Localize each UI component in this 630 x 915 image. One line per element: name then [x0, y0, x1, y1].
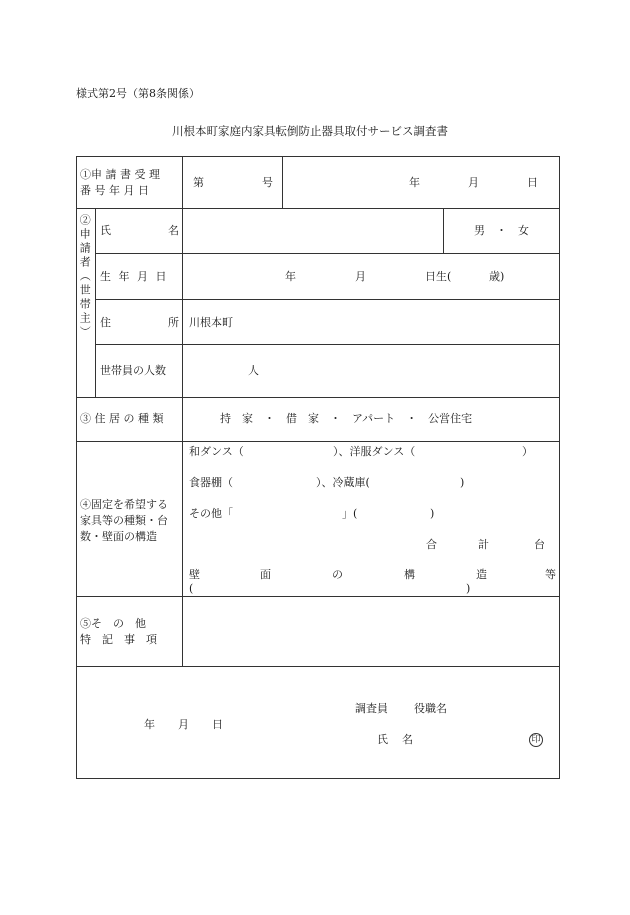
rule-furniture	[76, 596, 560, 597]
wall-3: の	[332, 568, 343, 581]
sex-options: 男 ・ 女	[474, 224, 529, 237]
furniture-label-2: 家具等の種類・台	[80, 514, 168, 527]
rule-name	[95, 253, 560, 254]
rule-applicant-col	[95, 208, 96, 397]
form-number: 様式第2号（第8条関係）	[76, 87, 200, 100]
household-label: 世帯員の人数	[100, 364, 166, 377]
cupboard-open: 食器棚（	[189, 476, 233, 489]
furniture-label-1: ④固定を希望する	[80, 498, 168, 511]
receipt-year: 年	[409, 176, 420, 189]
total-2: 計	[478, 538, 489, 551]
other-mid: 」(	[342, 507, 358, 520]
footer-day: 日	[212, 718, 223, 731]
total-1: 合	[426, 538, 437, 551]
wall-2: 面	[260, 568, 271, 581]
position-label: 役職名	[414, 702, 447, 715]
inspector-name-b: 名	[402, 733, 413, 746]
housing-options: 持 家 ・ 借 家 ・ アパート ・ 公営住宅	[220, 412, 473, 425]
address-value: 川根本町	[189, 316, 233, 329]
address-label-a: 住	[100, 316, 111, 329]
cupboard-close: )	[460, 476, 465, 489]
household-unit: 人	[248, 364, 259, 377]
other-notes-label-1: ⑤そ の 他	[80, 617, 146, 630]
survey-table	[76, 156, 560, 779]
rule-other	[76, 666, 560, 667]
footer-year: 年	[144, 718, 155, 731]
wardrobe-close: ）	[522, 445, 533, 458]
rule-housing	[76, 441, 560, 442]
wardrobe-jp-open: 和ダンス（	[189, 445, 244, 458]
rule-label-col	[182, 156, 183, 666]
receipt-day: 日	[527, 176, 538, 189]
seal-mark: 印	[529, 733, 543, 747]
name-label-a: 氏	[100, 224, 111, 237]
dob-label: 生 年 月 日	[100, 270, 169, 283]
rule-dob	[95, 299, 560, 300]
receipt-number-prefix: 第	[193, 176, 204, 189]
page-title: 川根本町家庭内家具転倒防止器具取付サービス調査書	[172, 124, 448, 138]
applicant-group-label: ②申請者︵世帯主︶	[78, 214, 92, 340]
name-label-b: 名	[168, 224, 179, 237]
cupboard-mid: ）、冷蔵庫(	[316, 476, 370, 489]
wall-6: 等	[545, 568, 556, 581]
rule-address	[95, 344, 560, 345]
other-close: )	[430, 507, 435, 520]
receipt-label-1: ①申 請 書 受 理	[80, 168, 160, 181]
dob-year: 年	[285, 270, 296, 283]
receipt-month: 月	[468, 176, 479, 189]
receipt-number-suffix: 号	[262, 176, 273, 189]
wall-open: (	[189, 582, 194, 595]
footer-month: 月	[178, 718, 189, 731]
wall-1: 壁	[189, 568, 200, 581]
inspector-label: 調査員	[355, 702, 388, 715]
inspector-name-a: 氏	[377, 733, 388, 746]
dob-month: 月	[355, 270, 366, 283]
housing-label: ③ 住 居 の 種 類	[80, 412, 164, 425]
dob-age-close: 歳)	[489, 270, 505, 283]
dob-day-age: 日生(	[425, 270, 452, 283]
other-notes-label-2: 特 記 事 項	[80, 633, 157, 646]
furniture-label-3: 数・壁面の構造	[80, 530, 157, 543]
wall-close: )	[466, 582, 471, 595]
receipt-label-2: 番 号 年 月 日	[80, 184, 149, 197]
rule-row1	[76, 208, 560, 209]
wardrobe-mid: ）、洋服ダンス（	[333, 445, 416, 458]
other-open: その他「	[189, 507, 233, 520]
rule-sex-split	[443, 208, 444, 253]
total-unit: 台	[534, 538, 545, 551]
rule-applicant	[76, 397, 560, 398]
rule-receipt-split	[282, 156, 283, 208]
address-label-b: 所	[168, 316, 179, 329]
wall-5: 造	[476, 568, 487, 581]
wall-4: 構	[404, 568, 415, 581]
